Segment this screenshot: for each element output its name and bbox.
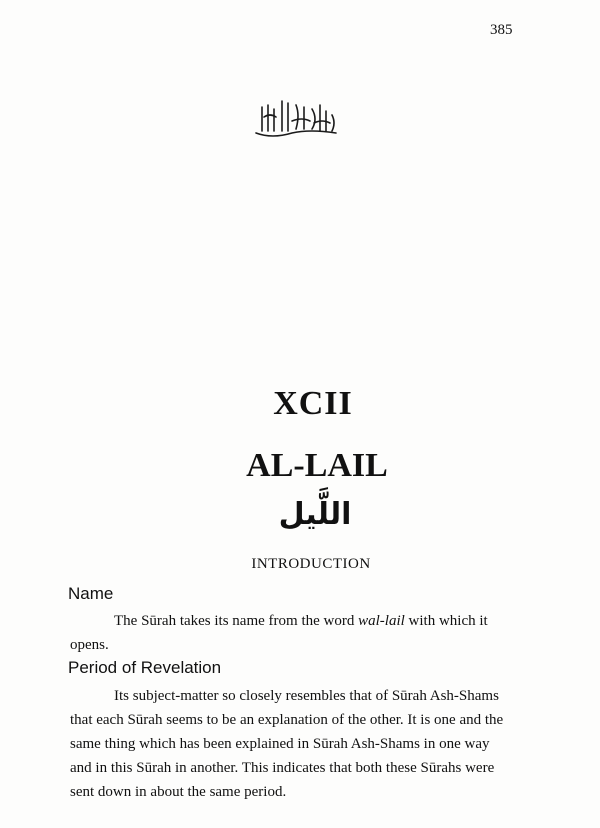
section-paragraph-name — [70, 609, 530, 657]
paragraph-line — [70, 684, 530, 708]
paragraph-line-text: The Sūrah takes its name from the word wal-lail with which it — [114, 613, 488, 629]
italic-term: wal-lail — [358, 613, 405, 629]
surah-title: AL-LAIL — [246, 447, 388, 484]
paragraph-line: that each Sūrah seems to be an explanation of the other. It is one and the — [70, 712, 504, 728]
paragraph-line: same thing which has been explained in Sūrah Ash-Shams in one way — [70, 736, 490, 752]
paragraph-line-text: Its subject-matter so closely resembles that of Sūrah Ash-Shams — [114, 688, 499, 704]
bismillah-calligraphy-icon — [252, 95, 340, 143]
section-paragraph-period — [70, 684, 530, 804]
paragraph-line: and in this Sūrah in another. This indicates that both these Sūrahs were — [70, 760, 495, 776]
introduction-heading: INTRODUCTION — [251, 556, 371, 572]
section-heading-name: Name — [68, 584, 114, 603]
surah-arabic-title: اللَّيل — [278, 497, 352, 532]
paragraph-line: sent down in about the same period. — [70, 784, 287, 800]
paragraph-line: opens. — [70, 637, 109, 653]
section-heading-period-of-revelation: Period of Revelation — [68, 658, 222, 677]
page-number: 385 — [490, 22, 513, 38]
surah-number: XCII — [273, 385, 353, 422]
paragraph-line — [70, 609, 530, 633]
